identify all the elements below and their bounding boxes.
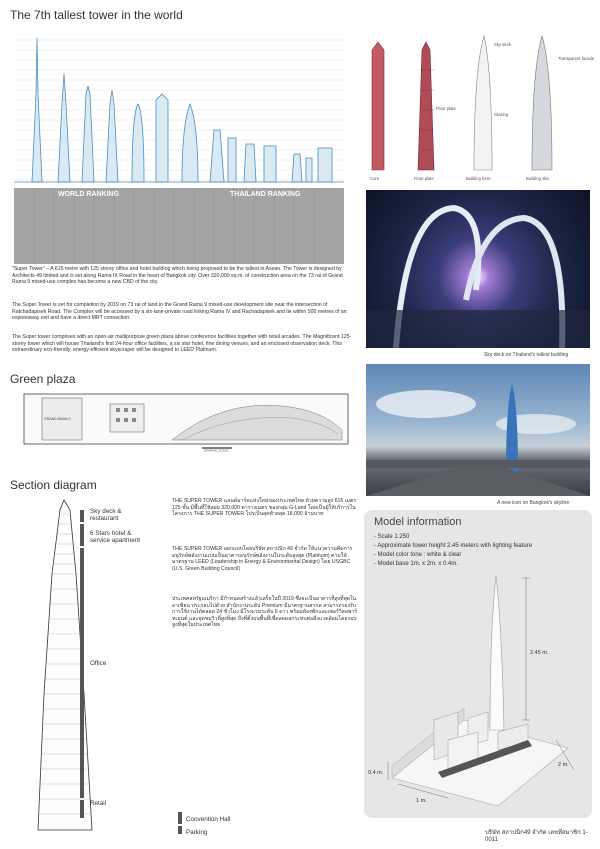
tower-4 (106, 90, 118, 182)
label-glazing: Glazing (494, 112, 509, 117)
tower-comparison-chart (14, 34, 344, 270)
tower-9 (228, 138, 236, 182)
model-item: - Scale 1:250 (374, 534, 410, 540)
heading-tallest: The 7th tallest tower in the world (10, 8, 183, 22)
thai-paragraph-3: ประเทศสหรัฐอเมริกา มีกำหนดสร้างแล้วเสร็จในปี 2019 ซึ่งจะเป็นอาคารที่สูงที่สุดในอาเซียน ประกอบไปด้วย สำนักงานระดับ Premium มีมาตรฐานสากล สามารถรองรับการใช้งานได้ตลอด 24 ชั่วโมง มีโรงแรมระดับ 6 ดาว พร้อมห้องพักและเซอร์วิสอพาร์ทเมนต์ และจุดชมวิวที่สูงที่สุด ถึงที่ตั้งบนพื้นที่เพื่อลดผลกระทบต่อสิ่งแวดล้อมโดยรอบ สูงที่สุดในประเทศไทย (172, 596, 358, 629)
model-render (368, 570, 578, 814)
tower-6 (156, 94, 168, 182)
skydeck-render (366, 190, 590, 348)
section-label-retail: Retail (90, 800, 107, 807)
paragraph-1: "Super Tower" – A 615 metre with 125 storey office and hotel building which being proposed to be the tallest in Asean. The Tower is designed by Architects 49 limited and is set along Rama IX Road in the heart of Bangkok city. Over 320,000 sq.m. of construction area on the 73 rai of Grand Rama 9 mixed-use complex has become a new CBD of the city. (12, 266, 343, 286)
tower-13 (306, 158, 312, 182)
tower-7 (182, 104, 198, 182)
thai-paragraph-1: THE SUPER TOWER แลนด์มาร์คแห่งใหม่ของประเทศไทย ด้วยความสูง 615 เมตร 125 ชั้น มีพื้นที่ใช้สอย 320,000 ตารางเมตร ของกลุ่ม G-Land โดยเป็นผู้ให้บริการในโครงการ THE SUPER TOWER โปรเป็นสุดท้ายสุด 18,000 ล้านบาท (172, 498, 357, 518)
label-sky-deck: Sky deck (494, 42, 511, 47)
heading-green-plaza: Green plaza (10, 372, 76, 386)
dim-height: 2.45 m. (530, 650, 549, 656)
floor-plate-model (418, 42, 434, 170)
green-plaza-plan (22, 390, 352, 452)
model-item: - Model base 1m. x 2m. x 0.4m. (374, 561, 459, 567)
dim-1m: 1 m. (416, 798, 427, 804)
section-label-parking: Parking (186, 829, 208, 836)
label-building-skin: Building skin (526, 176, 550, 181)
plaza-label: GRAND RAMA 9 (44, 417, 71, 421)
model-item: - Approximate tower height 2.45 meters with lighting feature (374, 543, 533, 549)
tower-8 (210, 130, 224, 182)
building-skin-model (532, 36, 552, 170)
thai-paragraph-2: THE SUPER TOWER ออกแบบโดยบริษัท สถาปนิก 49 จำกัด ให้แนวความคิดการอนุรักษ์พลังงานแบบเป็นอาคารอนุรักษ์พลังงานในระดับสูงสุด (Platinum) ตามให้มาตรฐาน LEED (Leadership in Energy & Environmental Design) โดย USGBC (U.S. Green Building Council) (172, 546, 353, 572)
label-core: Core (370, 176, 380, 181)
paragraph-2: The Super Tower is set for completion by 2019 on 73 rai of land in the Grand Rama 9 mixed-use development site near the intersection of Ratchadapisek Road. The Complex will be accessed by a six-lane-private road linking Rama IV and Rachadapisek and lie within 500 metres of an expressway exit and have a direct MRT connection. (12, 302, 347, 322)
paragraph-3: The Super tower comprises with an open-air multipurpose green plaza above conference facilities together with retail arcades. The Magnificent 125-storey tower which will house Thailand's first 24-hour office facilities, a six star hotel, fine dining venues, and an enclosed observation deck. This extraordinary eco-friendly, energy-efficient skyscraper will be designed to LEED Platinum. (12, 334, 352, 354)
footer-credit: บริษัท สถาปนิก49 จำกัด เลขที่สมาชิก 1-0011 (485, 830, 588, 843)
caption-skydeck: Sky deck on Thailand's tallest building (484, 352, 569, 358)
label-floor-plate-note: Floor plate (436, 106, 456, 111)
core-model (372, 42, 384, 170)
tower-10 (244, 144, 256, 182)
model-info-box (364, 510, 592, 818)
tower-11 (264, 146, 276, 182)
scale-label: GRAPHIC SCALE (204, 448, 229, 453)
world-ranking-label: WORLD RANKING (58, 191, 120, 198)
dim-04: 0.4 m. (368, 770, 384, 776)
tower-14 (318, 148, 332, 182)
label-floor-plate: Floor plate (414, 176, 434, 181)
dim-2m: 2 m. (558, 762, 569, 768)
tower-12 (292, 154, 302, 182)
thailand-ranking-label: THAILAND RANKING (230, 191, 301, 198)
skyline-photo (366, 364, 590, 496)
section-label-convention: Convention Hall (186, 816, 231, 823)
model-item: - Model color tone : white & clear (374, 552, 462, 558)
tower-3 (82, 86, 94, 182)
model-tower (490, 576, 504, 730)
caption-icon: A new icon on Bangkok's skyline (497, 500, 570, 506)
model-title: Model information (374, 516, 462, 528)
section-label-skydeck: Sky deck & restaurant (90, 508, 122, 522)
label-building-form: Building form (466, 176, 491, 181)
concept-diagram (362, 30, 595, 182)
building-form-model (474, 36, 492, 170)
section-label-hotel: 6 Stars hotel & service apartment (90, 530, 141, 544)
heading-section: Section diagram (10, 478, 97, 492)
tower-5 (132, 104, 144, 182)
label-transparent-facade: Transparent facade (558, 56, 595, 61)
section-label-office: Office (90, 660, 107, 667)
